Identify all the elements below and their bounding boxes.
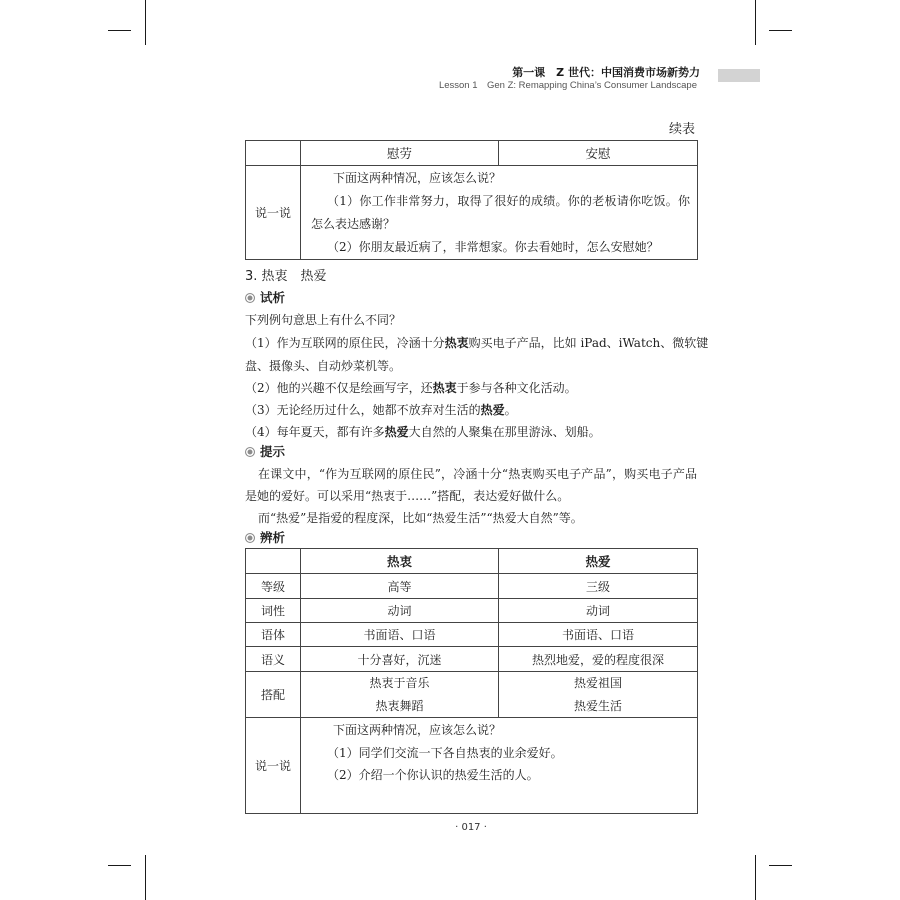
subsection-heading-analysis: [245, 287, 285, 309]
prompt-line: （2）你朋友最近病了，非常想家。你去看她时，怎么安慰她？: [327, 240, 659, 254]
example-text: （4）每年夏天，都有许多: [245, 425, 385, 439]
prompt-line: （2）介绍一个你认识的热爱生活的人。: [327, 768, 539, 782]
prompt-line: （1）你工作非常努力，取得了很好的成绩。你的老板请你吃饭。你: [327, 194, 690, 208]
row-label: 语义: [246, 647, 301, 672]
hint-line: 在课文中，“作为互联网的原住民”，冷涵十分“热衷购买电子产品”，购买电子产品: [258, 467, 697, 481]
table-corner-cell: [246, 141, 301, 166]
collocation-item: 热爱生活: [573, 698, 622, 713]
row-label: 词性: [246, 599, 301, 623]
subsection-heading-hint: [245, 441, 285, 463]
crop-mark-top-right-vertical: [755, 0, 756, 45]
example-line: [245, 399, 697, 421]
running-header-lesson-title: 第一课 Z 世代：中国消费市场新势力: [512, 66, 700, 79]
column-header-weilao: 慰劳: [301, 141, 499, 166]
table-continued-label: 续表: [668, 122, 695, 137]
example-text: 购买电子产品，比如 iPad、iWatch、微软键: [468, 336, 709, 350]
example-text: 大自然的人聚集在那里游泳、划船。: [408, 425, 601, 439]
example-text: 。: [504, 403, 517, 417]
table-header-row: [246, 141, 698, 166]
prompt-line: 下面这两种情况，应该怎么说？: [333, 171, 502, 185]
double-circle-icon: [245, 533, 255, 543]
table-cell: 动词: [301, 599, 499, 623]
table-row: [246, 574, 698, 599]
example-line: [245, 355, 697, 377]
crop-mark-top-right-horizontal: [769, 30, 792, 31]
subsection-heading-discrimination: [245, 527, 285, 549]
table-cell: 三级: [499, 574, 698, 599]
section-title: 3. 热衷 热爱: [245, 269, 327, 284]
table-cell: [301, 672, 499, 718]
table-cell: 动词: [499, 599, 698, 623]
example-keyword: 热爱: [480, 403, 505, 417]
subsection-label: 试析: [260, 290, 286, 305]
double-circle-icon: [245, 293, 255, 303]
table-cell: 高等: [301, 574, 499, 599]
table-row: [246, 647, 698, 672]
table-header-row: [246, 549, 698, 574]
speak-prompt-cell: [301, 718, 698, 814]
example-text: （3）无论经历过什么，她都不放弃对生活的: [245, 403, 481, 417]
hint-line: 是她的爱好。可以采用“热衷于……”搭配，表达爱好做什么。: [245, 489, 570, 503]
running-header-lesson-subtitle: Lesson 1 Gen Z: Remapping China’s Consumer Landscape: [438, 80, 697, 91]
example-text: 于参与各种文化活动。: [456, 381, 577, 395]
example-keyword: 热爱: [384, 425, 409, 439]
table-row: [246, 718, 698, 814]
table-cell: 书面语、口语: [499, 623, 698, 647]
example-line: [245, 421, 697, 443]
column-header-reai: 热爱: [499, 549, 698, 574]
column-header-rezhong: 热衷: [301, 549, 499, 574]
example-text: （1）作为互联网的原住民，冷涵十分: [245, 336, 445, 350]
prompt-line: 下面这两种情况，应该怎么说？: [333, 723, 502, 737]
row-label-speak: 说一说: [246, 166, 301, 260]
example-line: [245, 332, 709, 354]
row-label: 搭配: [246, 672, 301, 718]
row-label-speak: 说一说: [246, 718, 301, 814]
example-line: [245, 377, 697, 399]
subsection-label: 辨析: [260, 530, 286, 545]
crop-mark-bottom-right-vertical: [755, 855, 756, 900]
collocation-item: 热衷舞蹈: [375, 698, 424, 713]
crop-mark-top-left-vertical: [145, 0, 146, 45]
example-keyword: 热衷: [444, 336, 469, 350]
prompt-line: 怎么表达感谢？: [311, 217, 396, 231]
prompt-line: （1）同学们交流一下各自热衷的业余爱好。: [327, 745, 563, 760]
collocation-item: 热爱祖国: [573, 676, 622, 690]
table-row: [246, 599, 698, 623]
double-circle-icon: [245, 447, 255, 457]
column-header-anwei: 安慰: [499, 141, 698, 166]
table-corner-cell: [246, 549, 301, 574]
table-cell: 书面语、口语: [301, 623, 499, 647]
row-label: 等级: [246, 574, 301, 599]
crop-mark-bottom-right-horizontal: [769, 865, 792, 866]
subsection-label: 提示: [260, 444, 286, 459]
table-cell: 十分喜好，沉迷: [301, 647, 499, 672]
example-text: （2）他的兴趣不仅是绘画写字，还: [245, 381, 433, 395]
table-row: [246, 166, 698, 260]
crop-mark-bottom-left-vertical: [145, 855, 146, 900]
analysis-intro: 下列例句意思上有什么不同？: [245, 313, 402, 327]
speak-prompt-cell: [301, 166, 698, 260]
page-number: · 017 ·: [455, 822, 487, 833]
row-label: 语体: [246, 623, 301, 647]
hint-line: 而“热爱”是指爱的程度深，比如“热爱生活”“热爱大自然”等。: [258, 511, 583, 525]
crop-mark-bottom-left-horizontal: [108, 865, 131, 866]
crop-mark-top-left-horizontal: [108, 30, 131, 31]
table-cell: [499, 672, 698, 718]
comparison-table-rezhong-reai: [245, 548, 698, 814]
example-text: 盘、摄像头、自动炒菜机等。: [245, 359, 402, 373]
collocation-item: 热衷于音乐: [369, 676, 430, 690]
table-row: [246, 623, 698, 647]
example-keyword: 热衷: [432, 381, 457, 395]
table-row: [246, 672, 698, 718]
table-cell: 热烈地爱，爱的程度很深: [499, 647, 698, 672]
comparison-table-weilao-anwei: [245, 140, 698, 260]
running-header-bar: [718, 69, 760, 82]
